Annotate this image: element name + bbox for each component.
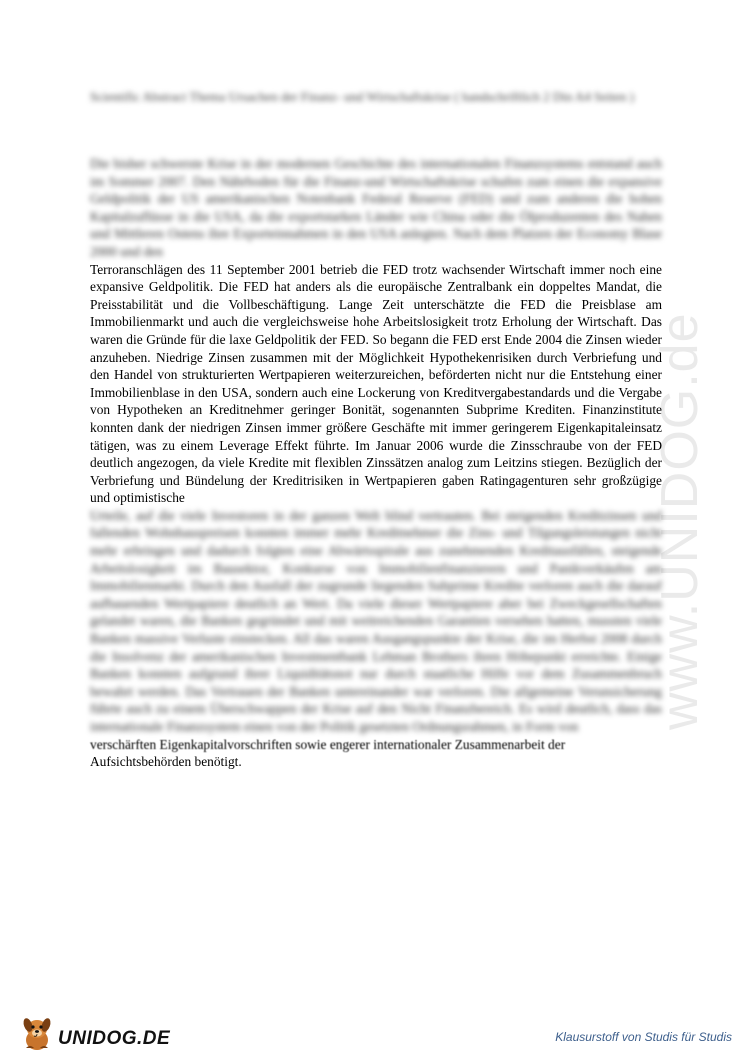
dog-mascot-icon	[20, 1014, 54, 1052]
body-paragraph-closing: Aufsichtsbehörden benötigt.	[90, 754, 242, 770]
footer-tagline: Klausurstoff von Studis für Studis	[555, 1030, 732, 1044]
watermark: www.UNIDOG.de	[651, 312, 709, 730]
logo-text: UNIDOG.DE	[58, 1028, 171, 1049]
body-paragraph-visible: Terroranschlägen des 11 September 2001 betrieb die FED trotz wachsender Wirtschaft immer noch eine expansive Geldpolitik. Die FED hat anders als die europäische Zentralbank ein doppeltes Mandat, die Preisstabilität und die Vollbeschäftigung. Lange Zeit unterschätzte die FED die Preisblase am Immobilienmarkt und auch die vergleichsweise hohe Arbeitslosigkeit trotz Erholung der Wirtschaft. Das waren die Gründe für die laxe Geldpolitik der FED. So begann die FED erst Ende 2004 die Zinsen wieder anzuheben. Niedrige Zinsen zusammen mit der Möglichkeit Hypothekenrisiken durch Verbriefung und den Handel von strukturierten Wertpapieren weiterzureichen, beförderten nicht nur die Entstehung einer Immobilienblase in den USA, sondern auch eine Lockerung von Kreditvergabestandards und die Vergabe von Hypotheken an Kreditnehmer geringer Bonität, sogenannten Subprime Krediten. Finanzinstitute konnten dank der niedrigen Zinsen immer größere Geschäfte mit immer geringerem Eigenkapitaleinsatz tätigen, was zu einem Leverage Effekt führte. Im Januar 2006 wurde die Zinsschraube von der FED deutlich angezogen, da viele Kredite mit flexiblen Zinssätzen analog zum Leitzins stiegen. Bezüglich der Verbriefung und Bündelung der Kreditrisiken in Wertpapieren gaben Ratingagenturen sehr großzügige und optimistische	[90, 261, 662, 506]
body-paragraph-closing-line: verschärften Eigenkapitalvorschriften sowie engerer internationaler Zusammenarbeit der	[90, 736, 566, 752]
document-body	[90, 155, 662, 771]
unidog-logo[interactable]	[20, 1012, 171, 1052]
body-paragraph-blurred-top: Die bisher schwerste Krise in der modernen Geschichte des internationalen Finanzsystems entstand auch im Sommer 2007. Den Nährboden für die Finanz-und Wirtschaftskrise schufen zum einen die expansive Geldpolitik der US amerikanischen Notenbank Federal Reserve (FED) und zum anderen die hohen Kapitalzuflüsse in die USA, da die exportstarken Länder wie China oder die Ölproduzenten des Nahen und Mittleren Ostens ihre Exporteinnahmen in den USA anlegten. Nach dem Platzen der Economy Blase 2000 und den	[90, 156, 662, 259]
document-title: Scientific Abstract Thema Ursachen der Finanz- und Wirtschaftskrise ( handschriftlich 2 Din A4 Seiten )	[90, 89, 635, 104]
body-paragraph-blurred-bottom: Urteile, auf die viele Investoren in der ganzen Welt blind vertrauten. Bei steigenden Kreditzinsen und fallenden Wohnhauspreisen konnten immer mehr Kreditnehmer die Zins- und Tilgungsleistungen nicht mehr erbringen und dadurch folgten eine Abwärtsspirale aus zunehmenden Kreditausfällen, steigende Arbeitslosigkeit im Bausektor, Konkurse von Immobilienfinanzierern und Panikverkäufen am Immobilienmarkt. Durch den Ausfall der zugrunde liegenden Subprime Kredite verloren auch die darauf aufbauenden Wertpapiere deutlich an Wert. Da viele dieser Wertpapiere aber bei Zweckgesellschaften gelandet waren, die Banken gegründet und mit weitreichenden Garantien versehen hatten, mussten viele Banken massive Verluste einstecken. All das waren Ausgangspunkte der Krise, die im Herbst 2008 durch die Insolvenz der amerikanischen Investmentbank Lehman Brothers ihren Höhepunkt erreichte. Einige Banken konnten aufgrund ihrer Liquiditätsnot nur durch staatliche Hilfe vor dem Zusammenbruch bewahrt werden. Das Vertrauen der Banken untereinander war verloren. Die allgemeine Verunsicherung führte auch zu einem Überschwappen der Krise auf den Nicht Finanzbereich. Es wird deutlich, dass das internationale Finanzsystem einen von der Politik gesetzten Ordnungsrahmen, in Form von	[90, 507, 662, 734]
